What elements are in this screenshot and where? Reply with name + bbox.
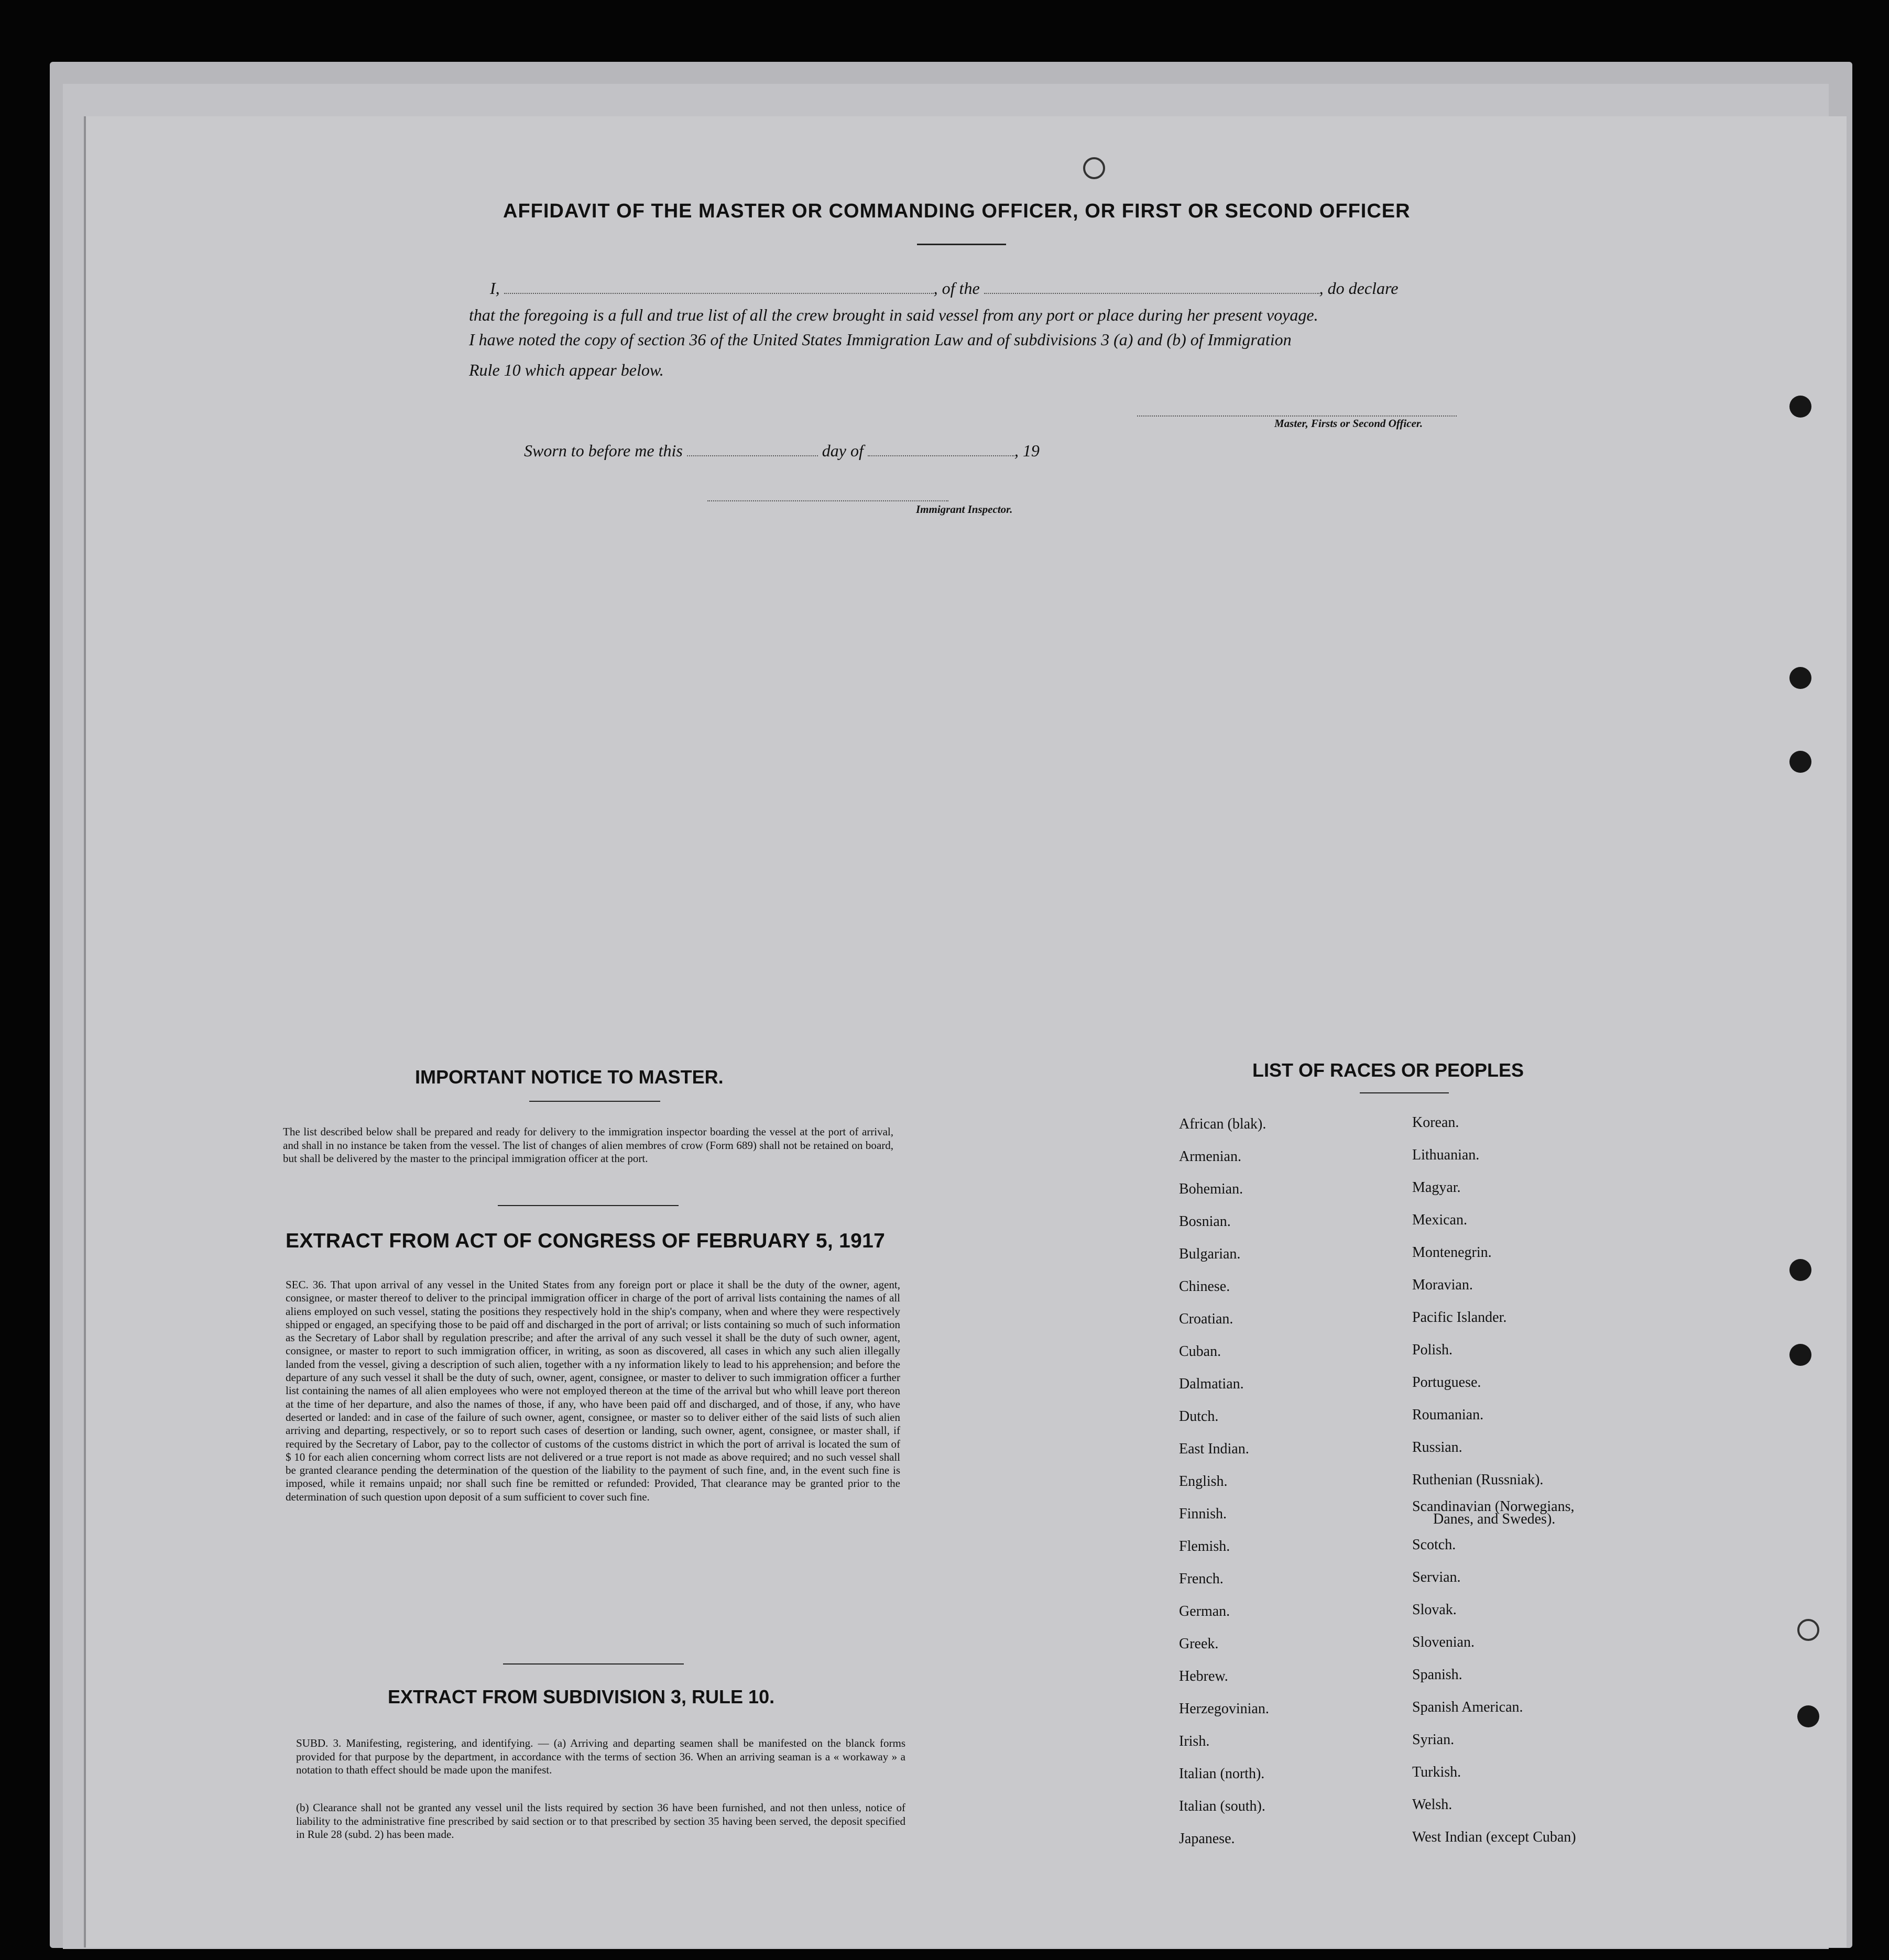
race-item: Moravian. (1412, 1277, 1473, 1293)
race-item: Scotch. (1412, 1537, 1456, 1553)
sworn-year: , 19 (1014, 441, 1040, 460)
vessel-blank[interactable] (984, 293, 1319, 294)
race-item: Dutch. (1179, 1408, 1219, 1425)
race-item: Montenegrin. (1412, 1244, 1492, 1261)
title-rule (917, 244, 1006, 245)
inspector-caption: Immigrant Inspector. (916, 503, 1013, 516)
act-title: EXTRACT FROM ACT OF CONGRESS OF FEBRUARY 5, 1917 (286, 1230, 886, 1252)
race-item: Portuguese. (1412, 1374, 1481, 1390)
race-item: Korean. (1412, 1114, 1459, 1131)
binding-hole-icon (1797, 1705, 1819, 1727)
race-item: Spanish American. (1412, 1699, 1523, 1715)
rule-title: EXTRACT FROM SUBDIVISION 3, RULE 10. (388, 1686, 775, 1707)
race-item: Bosnian. (1179, 1213, 1231, 1230)
sworn-day-of: day of (822, 441, 864, 460)
rule-para-a: SUBD. 3. Manifesting, registering, and identifying. — (a) Arriving and departing seamen shall be manifested on the blanck forms provided for that purpose by the department, in accordance with the terms of section 36. When an arriving seaman is a « workaway » a notation to thath effect should be made upon the manifest. (296, 1737, 905, 1776)
race-item: Bulgarian. (1179, 1246, 1241, 1262)
race-item: Syrian. (1412, 1732, 1455, 1748)
races-left-column (1179, 1108, 1269, 1855)
binding-hole-icon (1797, 1619, 1819, 1641)
race-item: Flemish. (1179, 1538, 1230, 1554)
form-sheet (84, 116, 1847, 1947)
race-item: East Indian. (1179, 1441, 1249, 1457)
race-item: Mexican. (1412, 1212, 1467, 1228)
race-item: Lithuanian. (1412, 1147, 1480, 1163)
binding-hole-icon (1789, 1259, 1811, 1281)
race-item: Cuban. (1179, 1343, 1221, 1360)
race-item: Slovenian. (1412, 1634, 1475, 1650)
declaration-i: I, (490, 279, 500, 298)
declaration-line-1 (469, 279, 1457, 298)
race-item: Magyar. (1412, 1179, 1461, 1196)
rule-para-b: (b) Clearance shall not be granted any vessel unil the lists required by section 36 have been furnished, and not then unless, notice of liability to the administrative fine prescribed by said section or to that prescribed by section 35 having been served, the deposit specified in Rule 28 (subd. 2) has been made. (296, 1801, 905, 1841)
master-caption: Master, Firsts or Second Officer. (1274, 417, 1423, 430)
binding-hole-icon (1789, 1344, 1811, 1366)
races-title: LIST OF RACES OR PEOPLES (1252, 1059, 1524, 1081)
races-right-column (1412, 1107, 1576, 1854)
affidavit-title: AFFIDAVIT OF THE MASTER OR COMMANDING OFFICER, OR FIRST OR SECOND OFFICER (503, 200, 1411, 222)
race-item: Welsh. (1412, 1797, 1453, 1813)
declaration-of-the: , of the (933, 279, 980, 298)
act-text: SEC. 36. That upon arrival of any vessel in the United States from any foreign port or place it shall be the duty of the owner, agent, consignee, or master thereof to deliver to the principal immigration officer in charge of the port of arrival lists containing the names of all aliens employed on such vessel, stating the positions they respectively hold in the ship's company, when and where they were respectively shipped or engaged, an specifying those to be paid off and discharged in the port of arrival; or lists containing so much of such information as the Secretary of Labor shall by regulation prescribe; and after the arrival of any such vessel it shall be the duty of such owner, agent, consignee, or master to report to such immigration officer, in writing, as soon as discovered, all cases in which any such alien illegally landed from the vessel, giving a description of such alien, together with a ny information likely to lead to his apprehension; and before the departure of any such vessel it shall be the duty of such, owner, agent, consignee, or master to deliver to such immigration officer a further list containing the names of all alien employees who were not employed thereon at the time of the arrival but who whill leave port thereon at the time of her departure, and also the names of those, if any, who have been paid off and discharged, and of those, if any, who have deserted or landed: and in case of the failure of such owner, agent, consignee, or master so to deliver either of the said lists of such alien arriving and departing, respectively, or so to report such cases of desertion or landing, such owner, agent, consignee, or master shall, if required by the Secretary of Labor, pay to the collector of customs of the customs district in which the port of arrival is located the sum of $ 10 for each alien concerning whom correct lists are not delivered or a true report is not made as above required; and no such vessel shall be granted clearance pending the determination of the question of the liability to the payment of such fine, and, in the event such fine is imposed, while it remains unpaid; nor shall such fine be remitted or refunded: Provided, That clearance may be granted prior to the determination of such question upon deposit of a sum sufficient to cover such fine. (286, 1278, 900, 1503)
master-signature-line[interactable] (1137, 415, 1457, 417)
notice-divider (498, 1205, 679, 1206)
race-item: West Indian (except Cuban) (1412, 1829, 1576, 1845)
declaration-line-2: that the foregoing is a full and true list of all the crew brought in said vessel from any port or place during her present voyage. (469, 305, 1318, 324)
race-item: Bohemian. (1179, 1181, 1243, 1197)
sworn-line (524, 441, 1040, 461)
notice-text: The list described below shall be prepared and ready for delivery to the immigration inspector boarding the vessel at the port of arrival, and shall in no instance be taken from the vessel. The list of changes of alien membres of crow (Form 689) shall not be retained on board, but shall be delivered by the master to the principal immigration officer at the port. (283, 1125, 893, 1165)
race-item: Italian (north). (1179, 1766, 1265, 1782)
race-item: Finnish. (1179, 1506, 1227, 1522)
binding-hole-icon (1789, 396, 1811, 418)
race-item: Russian. (1412, 1439, 1462, 1455)
race-item: Armenian. (1179, 1148, 1241, 1165)
race-item: Chinese. (1179, 1278, 1230, 1295)
sworn-prefix: Sworn to before me this (524, 441, 683, 460)
binding-hole-icon (1789, 751, 1811, 773)
binding-hole-icon (1789, 667, 1811, 689)
notice-title-rule (529, 1101, 660, 1102)
race-item: Croatian. (1179, 1311, 1233, 1327)
race-item: Italian (south). (1179, 1798, 1265, 1814)
race-item: Servian. (1412, 1569, 1461, 1585)
race-item: Scandinavian (Norwegians, (1412, 1498, 1575, 1515)
race-item: Danes, and Swedes). (1433, 1511, 1556, 1527)
race-item: Turkish. (1412, 1764, 1461, 1780)
race-item: Pacific Islander. (1412, 1309, 1507, 1326)
race-item: Hebrew. (1179, 1668, 1228, 1684)
day-blank[interactable] (687, 455, 818, 456)
race-item: Herzegovinian. (1179, 1701, 1269, 1717)
race-item: Dalmatian. (1179, 1376, 1244, 1392)
name-blank[interactable] (504, 293, 934, 294)
act-divider (503, 1663, 684, 1665)
race-item: French. (1179, 1571, 1224, 1587)
race-item: Roumanian. (1412, 1407, 1484, 1423)
declaration-line-4: Rule 10 which appear below. (469, 360, 664, 379)
binding-hole-icon (1083, 157, 1105, 179)
race-item: Greek. (1179, 1636, 1219, 1652)
race-item: Polish. (1412, 1342, 1453, 1358)
race-item: Ruthenian (Russniak). (1412, 1472, 1544, 1488)
inspector-signature-line[interactable] (707, 500, 948, 501)
race-item: Slovak. (1412, 1602, 1457, 1618)
race-item: Spanish. (1412, 1667, 1462, 1683)
race-item: African (blak). (1179, 1116, 1266, 1132)
race-item: German. (1179, 1603, 1230, 1619)
declaration-line-3: I hawe noted the copy of section 36 of the United States Immigration Law and of subdivisions 3 (a) and (b) of Immigration (469, 330, 1292, 349)
declaration-do-declare: , do declare (1319, 279, 1399, 298)
month-blank[interactable] (868, 455, 1014, 456)
race-item: Irish. (1179, 1733, 1210, 1749)
race-item: Japanese. (1179, 1831, 1235, 1847)
notice-title: IMPORTANT NOTICE TO MASTER. (415, 1066, 724, 1088)
race-item: English. (1179, 1473, 1228, 1490)
races-title-rule (1360, 1092, 1449, 1093)
